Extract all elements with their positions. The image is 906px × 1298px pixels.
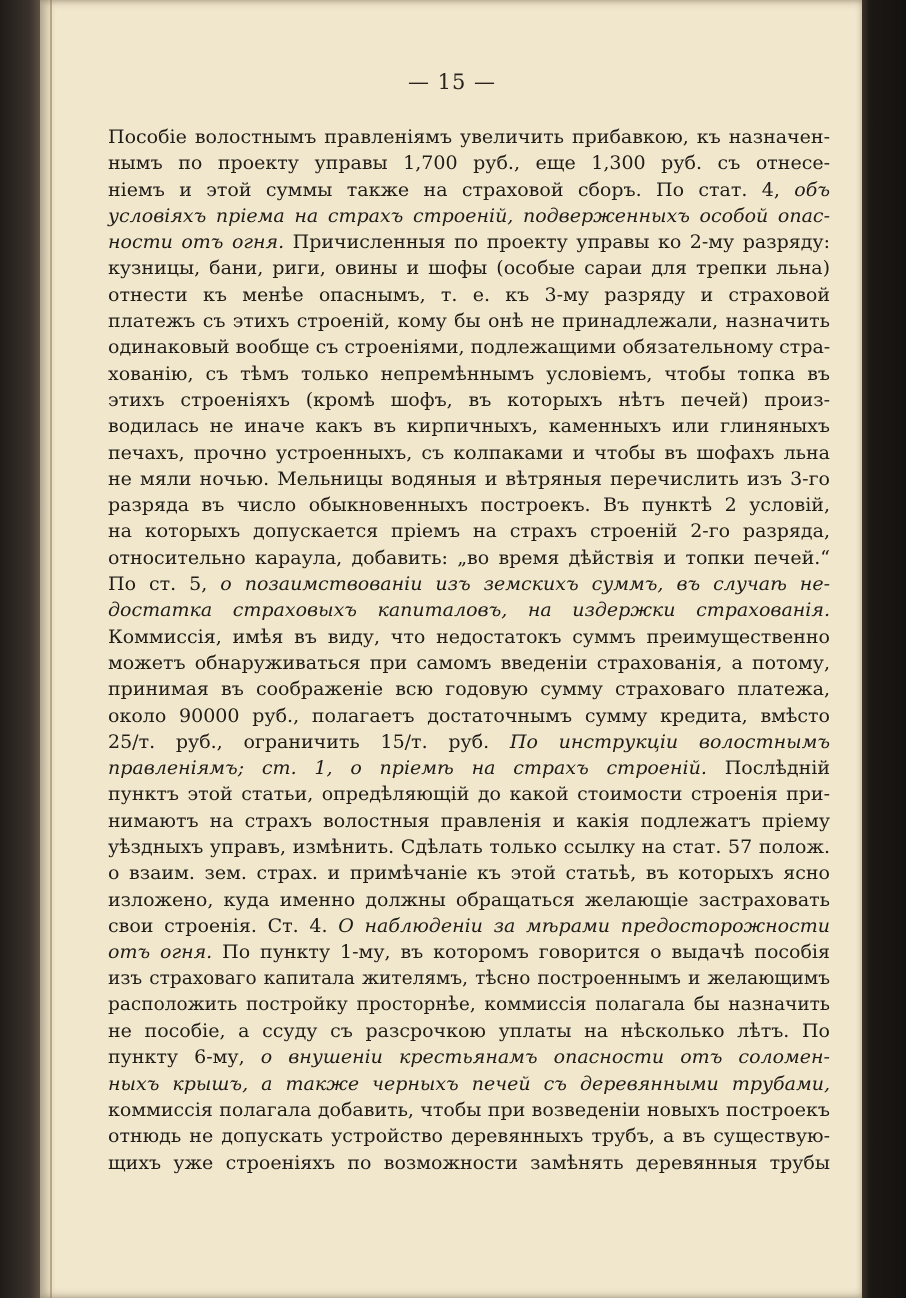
italic-text-segment: отъ огня. (108, 941, 213, 964)
text-segment: водилась не иначе какъ въ кирпичныхъ, каменныхъ или глиняныхъ (108, 415, 830, 438)
text-line (108, 860, 830, 886)
right-book-edge (862, 0, 906, 1298)
text-segment: По ст. 5, (108, 573, 221, 596)
text-line (108, 729, 830, 755)
italic-text-segment: По инструкціи волостнымъ (509, 730, 830, 753)
text-line (108, 387, 830, 413)
text-segment: нымъ по проекту управы 1,700 руб., еще 1,300 руб. съ отнесе- (108, 152, 830, 175)
text-line (108, 229, 830, 255)
text-segment: свои строенія. Ст. 4. (108, 914, 339, 937)
text-segment: отнести къ менѣе опаснымъ, т. е. къ 3-му разряду и страховой (108, 283, 830, 306)
text-segment: около 90000 руб., полагаетъ достаточнымъ сумму кредита, вмѣсто (108, 704, 830, 727)
text-line (108, 1097, 830, 1123)
text-segment: нимаютъ на страхъ волостныя правленія и какія подлежатъ пріему (108, 809, 830, 832)
page-number: — 15 — (407, 70, 497, 94)
text-line (108, 282, 830, 308)
text-line (108, 150, 830, 176)
text-line (108, 992, 830, 1018)
text-line (108, 939, 830, 965)
text-segment: 25/т. руб., ограничить 15/т. руб. (108, 730, 510, 753)
text-segment: о взаим. зем. страх. и примѣчаніе къ этой статьѣ, въ которыхъ ясно (108, 862, 830, 885)
text-segment: одинаковый вообще съ строеніями, подлежащими обязательному стра- (108, 336, 831, 359)
italic-text-segment: достатка страховыхъ капиталовъ, на издержки страхованія. (108, 599, 830, 622)
text-line (108, 1123, 830, 1149)
text-segment: изложено, куда именно должны обращаться желающіе застраховать (108, 888, 830, 911)
text-segment: Коммиссія, имѣя въ виду, что недостатокъ суммъ преимущественно (108, 625, 830, 648)
text-segment: на которыхъ допускается пріемъ на страхъ строеній 2-го разряда, (108, 520, 830, 543)
text-line (108, 571, 830, 597)
text-segment: Причисленныя по проекту управы ко 2-му разряду: (284, 231, 830, 254)
text-line (108, 781, 830, 807)
text-line (108, 913, 830, 939)
text-segment: этихъ строеніяхъ (кромѣ шофъ, въ которыхъ нѣтъ печей) произ- (108, 388, 830, 411)
text-line (108, 440, 830, 466)
text-segment: не пособіе, а ссуду съ разсрочкою уплаты на нѣсколько лѣтъ. По (108, 1020, 830, 1043)
text-line (108, 1071, 830, 1097)
text-line (108, 597, 830, 623)
text-line (108, 808, 830, 834)
text-line (108, 966, 830, 992)
text-line (108, 755, 830, 781)
text-line (108, 466, 830, 492)
text-segment: не мяли ночью. Мельницы водяныя и вѣтряныя перечислить изъ 3-го (108, 467, 830, 490)
text-line (108, 676, 830, 702)
text-line (108, 203, 830, 229)
text-segment: пунктъ этой статьи, опредѣляющій до какой стоимости строенія при- (108, 783, 830, 806)
text-segment: печахъ, прочно устроенныхъ, съ колпаками и чтобы въ шофахъ льна (108, 441, 830, 464)
text-line (108, 887, 830, 913)
text-line (108, 361, 830, 387)
text-segment: Послѣдній (706, 757, 830, 780)
gutter-shadow (50, 0, 52, 1298)
text-line (108, 1150, 830, 1176)
italic-text-segment: о позаимствованіи изъ земскихъ суммъ, въ случаѣ не- (220, 573, 830, 596)
text-line (108, 1044, 830, 1070)
body-text (108, 124, 830, 1176)
text-segment: разряда въ число обыкновенныхъ построекъ. Въ пунктѣ 2 условій, (108, 494, 830, 517)
text-line (108, 334, 830, 360)
page-sheet (40, 0, 864, 1298)
text-segment: ніемъ и этой суммы также на страховой сборъ. По стат. 4, (108, 178, 795, 201)
text-line (108, 177, 830, 203)
italic-text-segment: о внушеніи крестьянамъ опасности отъ соломен- (260, 1046, 830, 1069)
text-line (108, 492, 830, 518)
text-line (108, 308, 830, 334)
text-line (108, 545, 830, 571)
text-line (108, 518, 830, 544)
text-segment: изъ страховаго капитала жителямъ, тѣсно построеннымъ и желающимъ (108, 967, 830, 989)
text-line (108, 624, 830, 650)
italic-text-segment: ности отъ огня. (108, 231, 285, 254)
text-line (108, 1018, 830, 1044)
text-segment: пункту 6-му, (108, 1046, 261, 1069)
text-segment: расположить постройку просторнѣе, коммиссія полагала бы назначить (108, 993, 830, 1015)
text-segment: отнюдь не допускать устройство деревянныхъ трубъ, а въ существую- (108, 1125, 830, 1148)
text-line (108, 703, 830, 729)
text-line (108, 413, 830, 439)
text-segment: платежъ съ этихъ строеній, кому бы онѣ не принадлежали, назначить (108, 310, 830, 333)
text-segment: относительно караула, добавить: „во время дѣйствія и топки печей.“ (108, 546, 830, 569)
text-line (108, 834, 830, 860)
text-line (108, 124, 830, 150)
text-segment: можетъ обнаруживаться при самомъ введеніи страхованія, а потому, (108, 651, 830, 674)
text-segment: кузницы, бани, риги, овины и шофы (особые сараи для трепки льна) (108, 257, 830, 280)
italic-text-segment: правленіямъ; ст. 1, о пріемѣ на страхъ строеній. (108, 757, 707, 780)
text-segment: щихъ уже строеніяхъ по возможности замѣнять деревянныя трубы (108, 1151, 830, 1174)
text-segment: коммиссія полагала добавить, чтобы при возведеніи новыхъ построекъ (108, 1098, 830, 1121)
text-segment: принимая въ соображеніе всю годовую сумму страховаго платежа, (108, 678, 830, 701)
italic-text-segment: О наблюденіи за мѣрами предосторожности (338, 914, 830, 937)
italic-text-segment: ныхъ крышъ, а также черныхъ печей съ деревянными трубами, (108, 1072, 830, 1095)
text-segment: Пособіе волостнымъ правленіямъ увеличить прибавкою, къ назначен- (108, 126, 830, 148)
text-segment: По пункту 1-му, въ которомъ говорится о выдачѣ пособія (212, 941, 830, 964)
italic-text-segment: объ (794, 178, 830, 201)
text-segment: уѣздныхъ управъ, измѣнить. Сдѣлать только ссылку на стат. 57 полож. (108, 836, 830, 859)
text-segment: хованію, съ тѣмъ только непремѣннымъ условіемъ, чтобы топка въ (108, 362, 830, 385)
left-book-edge (0, 0, 44, 1298)
text-line (108, 650, 830, 676)
italic-text-segment: условіяхъ пріема на страхъ строеній, подверженныхъ особой опас- (108, 204, 830, 227)
text-line (108, 255, 830, 281)
